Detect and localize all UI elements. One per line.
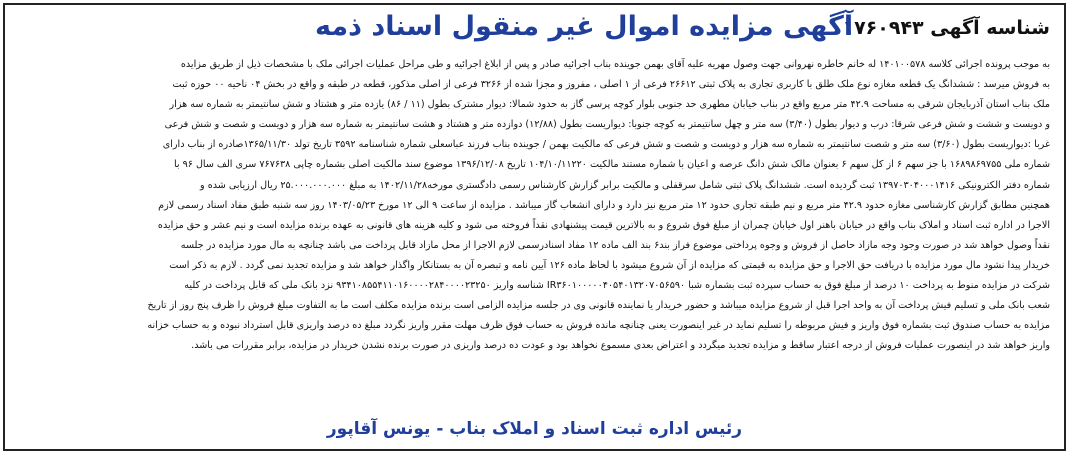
body-line: شرکت در مزایده منوط به پرداخت ۱۰ درصد از مبلغ فوق به حساب سپرده ثبت بشماره شبا IR۳۶۰۱۰۰۰۰۰۴۰۵۴۰۱۳۲۰۷۰۵۶۵۹۰ شناسه واریز ۹۳۴۱۰۸۵۵۴۱۱۰۱۶۰۰۰۰۲۸۴۰۰۰۰۲۳۲۵۰ نزد بانک ملی که قابل پرداخت در کلیه: [184, 280, 1050, 292]
body-line: همچنین مطابق گزارش کارشناسی مغازه حدود ۴۲.۹ متر مربع و نیم طبقه تجاری حدود ۱۲ متر مربع نیز دارد و دارای انشعاب گاز میباشد . مزایده از ساعت ۹ الی ۱۲ مورخ ۱۴۰۳/۰۵/۲۳ روز سه شنبه طبق مفاد اسناد رسمی لازم: [158, 199, 1050, 211]
body-line: غربا :دیواریست بطول (۳/۶۰) سه متر و شصت سانتیمتر به شماره سه هزار و دویست و شصت و شش فرعی که مالکیت بهمن / جوینده بناب فرزند عباسعلی شماره شناسنامه ۳۵۹۲ تاریخ تولد ۱۳۶۵/۱۱/۳۰صادره از بناب دارای: [162, 139, 1050, 151]
body-line: به فروش میرسد : ششدانگ یک قطعه مغازه نوع ملک طلق با کاربری تجاری به پلاک ثبتی ۲۶۶۱۲ فرعی از ۱ اصلی ، مفروز و مجزا شده از ۳۲۶۶ فرعی از اصلی مذکور، قطعه در طبقه و واقع در بخش ۰۴ ناحیه ۰۰ حوزه ثبت: [172, 79, 1050, 91]
notice-header: [5, 7, 1064, 51]
notice-title: آگهی مزایده اموال غیر منقول اسناد ذمه: [315, 11, 854, 42]
ad-number: شناسه آگهی ۱۷۶۰۹۴۳: [842, 17, 1050, 39]
body-line: ملک بناب استان آذربایجان شرقی به مساحت ۴۲.۹ متر مربع واقع در بناب خیابان مطهری حد جنوبی بلوار کوچه پرسی گاز به حدود شمالا: دیوار مشترک بطول (۱۱ / ۸۶) یازده متر و هشتاد و شش سانتیمتر به شماره سه هزار: [169, 99, 1050, 111]
body-line: واریز خواهد شد در اینصورت عملیات فروش از درجه اعتبار ساقط و مزایده تجدید میگردد و اعتراض بعدی مسموع نخواهد بود و عودت ده درصد واریزی در صورت برنده نشدن خریدار در مزایده، برابر مقررات می باشد.: [191, 340, 1050, 352]
body-line: نقداً وصول خواهد شد در صورت وجود وجه مازاد حاصل از فروش و وجوه پرداختی موضوع فراز بند۶ بند الف ماده ۱۲ مفاد اسنادرسمی لازم الاجرا از محل مازاد قابل پرداخت می باشد چنانچه به مال مورد مزایده در جلسه: [180, 239, 1050, 251]
signature-line: رئیس اداره ثبت اسناد و املاک بناب - یونس آقاپور: [326, 419, 743, 439]
body-line: الاجرا در اداره ثبت اسناد و املاک بناب واقع در خیابان باهنر اول خیابان چمران از مبلغ فوق شروع و به بالاترین قیمت پیشنهادی نقداً فروخته می شود و کلیه هزینه های قانونی به عهده برنده مزایده است و نیم عشر و حق مزایده: [157, 219, 1050, 231]
body-line: به موجب پرونده اجرائی کلاسه ۱۴۰۱۰۰۵۷۸ له خانم خاطره نهروانی جهت وصول مهریه علیه آقای بهمن جوینده بناب اجرائیه صادر و پس از ابلاغ اجرائیه و طی مراحل عملیات اجرائی ملک با مشخصات ذیل از طریق مزایده: [180, 59, 1050, 70]
body-line: و دویست و ششت و شش فرعی شرقا: درب و دیوار بطول (۳/۴۰) سه متر و چهل سانتیمتر به کوچه جنوبا: دیواریست بطول (۱۲/۸۸) دوازده متر و هشتاد و هشت سانتیمتر به شماره سه هزار و دویست و شصت و شش فرعی: [164, 119, 1050, 131]
notice-frame: [3, 3, 1066, 451]
body-line: خریدار پیدا نشود مال مورد مزایده با دریافت حق الاجرا و حق مزایده به قیمتی که مزایده از آن شروع میشود با لحاظ ماده ۱۲۶ آیین نامه و تبصره آن به بستانکار واگذار خواهد شد و مزایده تجدید نمی گردد . لازم به ذکر است: [169, 259, 1050, 271]
notice-body: [19, 55, 1050, 356]
body-line: شعب بانک ملی و تسلیم فیش پرداخت آن به واحد اجرا قبل از شروع مزایده میباشد و حضور خریدار یا نماینده قانونی وی در جلسه مزایده الزامی است برنده مزایده مکلف است ما به التفاوت مبلغ فروش را ظرف پنج روز از تاریخ: [147, 300, 1050, 312]
body-line: مزایده به حساب صندوق ثبت بشماره فوق واریز و فیش مربوطه را تسلیم نماید در غیر اینصورت یعنی چنانچه مانده فروش به حساب فوق ظرف مهلت مقرر واریز نگردد مبلغ ده درصد واریزی قابل استرداد نبوده و به حساب خزانه: [147, 320, 1050, 332]
body-line: شماره دفتر الکترونیکی ۱۳۹۷۰۳۰۴۰۰۰۱۴۱۶ ثبت گردیده است. ششدانگ پلاک ثبتی شامل سرقفلی و مالکیت برابر گزارش کارشناس رسمی دادگستری مورخه۱۴۰۲/۱۱/۲۸ به مبلغ ۲۵.۰۰۰.۰۰۰.۰۰۰ ریال ارزیابی شده و: [200, 179, 1050, 191]
body-line: شماره ملی ۱۶۸۹۸۶۹۷۵۵ با جز سهم ۶ از کل سهم ۶ بعنوان مالک شش دانگ عرصه و اعیان با شماره مستند مالکیت ۱۰۴/۱۰/۱۱۲۲۰ تاریخ ۱۳۹۶/۱۲/۰۸ موضوع سند مالکیت اصلی بشماره چاپی ۷۶۷۶۳۸ سری الف سال ۹۶ با: [173, 159, 1050, 171]
